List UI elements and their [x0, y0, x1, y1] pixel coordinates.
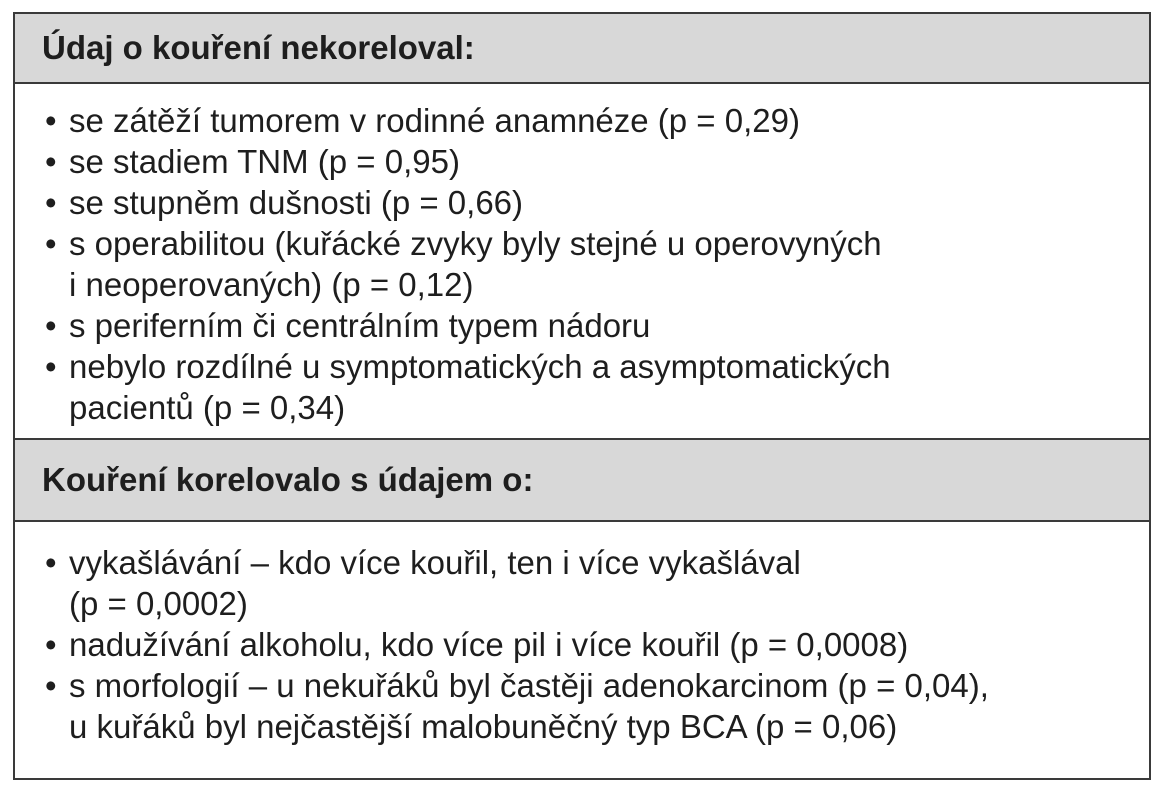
no-correlation-list [15, 100, 1149, 428]
smoking-correlation-table [13, 12, 1151, 780]
list-item [45, 624, 1149, 665]
list-item-text: se stadiem TNM (p = 0,95) [69, 143, 460, 180]
list-item-text-continued: i neoperovaných) (p = 0,12) [69, 266, 474, 303]
list-item [45, 305, 1149, 346]
correlation-list [15, 542, 1149, 747]
list-item-text-continued: (p = 0,0002) [69, 585, 248, 622]
list-item [45, 665, 1149, 747]
section-header-label: Kouření korelovalo s údajem o: [42, 461, 534, 498]
list-item [45, 223, 1149, 305]
section-header-correlation [15, 438, 1149, 522]
bullet-icon: • [45, 348, 57, 385]
bullet-icon: • [45, 626, 57, 663]
list-item-text: vykašlávání – kdo více kouřil, ten i více vykašlával [69, 544, 801, 581]
bullet-icon: • [45, 225, 57, 262]
list-item [45, 346, 1149, 428]
list-item-text: nadužívání alkoholu, kdo více pil i více kouřil (p = 0,0008) [69, 626, 909, 663]
list-item-text: se zátěží tumorem v rodinné anamnéze (p = 0,29) [69, 102, 800, 139]
list-item [45, 542, 1149, 624]
list-item-text-continued: u kuřáků byl nejčastější malobuněčný typ BCA (p = 0,06) [69, 708, 898, 745]
list-item [45, 100, 1149, 141]
list-item-text-continued: pacientů (p = 0,34) [69, 389, 346, 426]
list-item [45, 141, 1149, 182]
bullet-icon: • [45, 667, 57, 704]
section-header-no-correlation [15, 14, 1149, 84]
list-item-text: se stupněm dušnosti (p = 0,66) [69, 184, 524, 221]
section-header-label: Údaj o kouření nekoreloval: [42, 29, 475, 66]
list-item-text: s periferním či centrálním typem nádoru [69, 307, 651, 344]
list-item [45, 182, 1149, 223]
list-item-text: s operabilitou (kuřácké zvyky byly stejné u operovyných [69, 225, 882, 262]
list-item-text: s morfologií – u nekuřáků byl častěji adenokarcinom (p = 0,04), [69, 667, 989, 704]
bullet-icon: • [45, 307, 57, 344]
bullet-icon: • [45, 544, 57, 581]
bullet-icon: • [45, 184, 57, 221]
bullet-icon: • [45, 143, 57, 180]
bullet-icon: • [45, 102, 57, 139]
list-item-text: nebylo rozdílné u symptomatických a asymptomatických [69, 348, 891, 385]
